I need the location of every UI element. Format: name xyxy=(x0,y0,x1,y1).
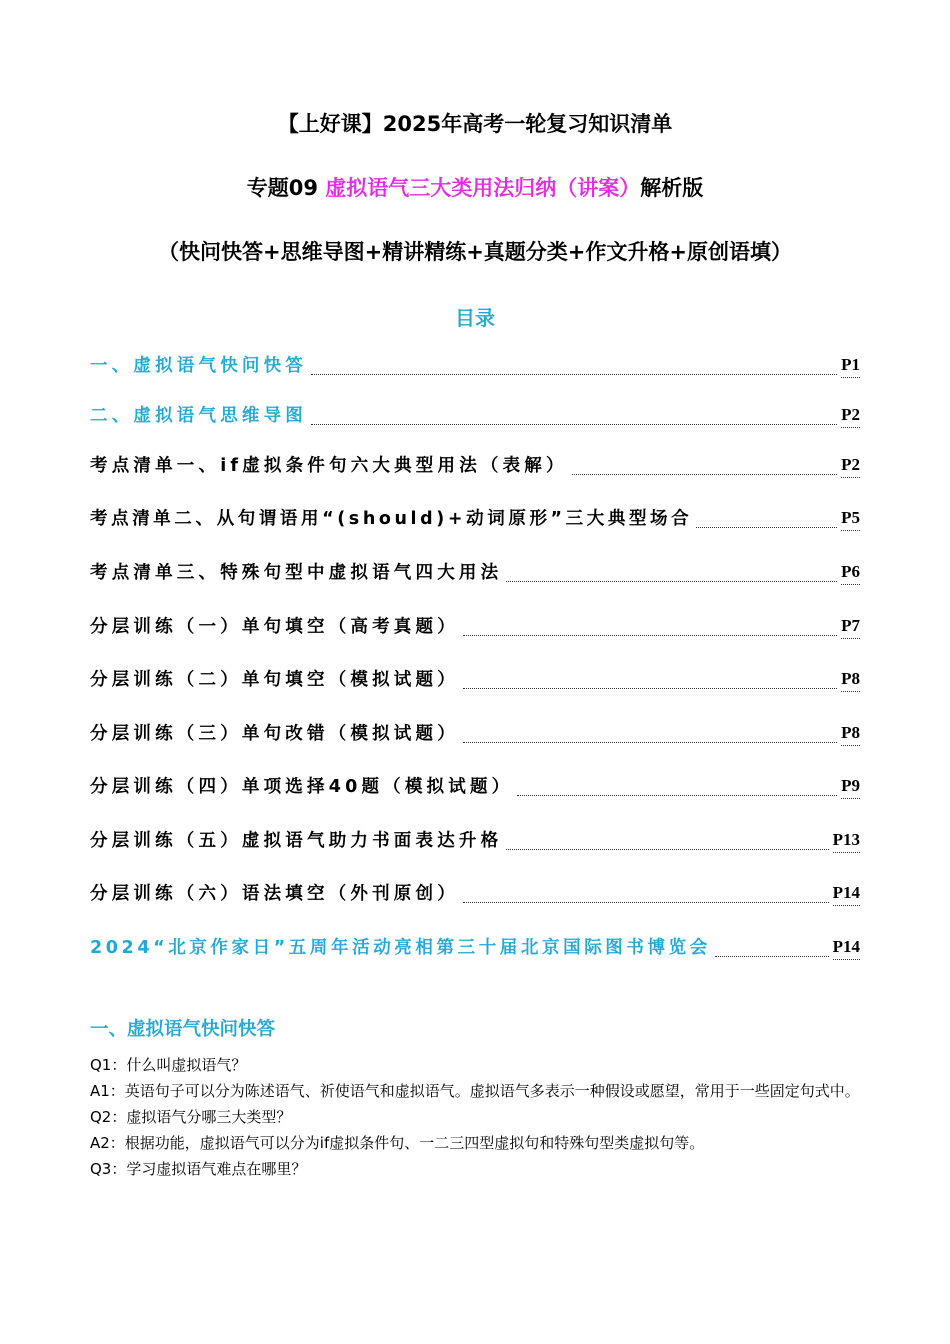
toc-entry-label: 分层训练（五）虚拟语气助力书面表达升格 xyxy=(90,831,503,851)
toc-entry[interactable] xyxy=(90,827,860,853)
toc-entry[interactable] xyxy=(90,720,860,746)
toc-leader-dots xyxy=(463,634,837,636)
toc-entry-page: P7 xyxy=(841,614,860,639)
toc-entry[interactable] xyxy=(90,402,860,428)
toc-leader-dots xyxy=(506,580,837,582)
toc-leader-dots xyxy=(715,955,829,957)
toc-entry-label: 二、虚拟语气思维导图 xyxy=(90,406,307,426)
toc-title: 目录 xyxy=(455,306,495,330)
toc-entry-label: 考点清单一、if虚拟条件句六大典型用法（表解） xyxy=(90,456,568,476)
section-heading: 一、虚拟语气快问快答 xyxy=(90,1019,276,1040)
toc-leader-dots xyxy=(311,373,837,375)
toc-entry-label: 一、虚拟语气快问快答 xyxy=(90,356,307,376)
toc-entry-page: P5 xyxy=(841,506,860,531)
toc-entry-page: P9 xyxy=(841,774,860,799)
qa-item: A2：根据功能，虚拟语气可以分为if虚拟条件句、一二三四型虚拟句和特殊句型类虚拟句等。 xyxy=(90,1134,705,1152)
toc-entry[interactable] xyxy=(90,934,860,960)
toc-entry-label: 考点清单三、特殊句型中虚拟语气四大用法 xyxy=(90,563,503,583)
toc-entry[interactable] xyxy=(90,505,860,531)
toc-entry-label: 分层训练（一）单句填空（高考真题） xyxy=(90,617,459,637)
document-title: 【上好课】2025年高考一轮复习知识清单 xyxy=(277,112,673,136)
subtitle-suffix: 解析版 xyxy=(640,176,704,200)
toc-entry[interactable] xyxy=(90,666,860,692)
toc-leader-dots xyxy=(517,794,837,796)
toc-entry-page: P6 xyxy=(841,560,860,585)
toc-entry-label: 2024“北京作家日”五周年活动亮相第三十届北京国际图书博览会 xyxy=(90,938,711,958)
toc-leader-dots xyxy=(506,848,828,850)
toc-entry[interactable] xyxy=(90,773,860,799)
toc-leader-dots xyxy=(463,687,837,689)
document-subtitle xyxy=(0,172,950,202)
toc-leader-dots xyxy=(463,901,829,903)
qa-item: A1：英语句子可以分为陈述语气、祈使语气和虚拟语气。虚拟语气多表示一种假设或愿望，常用于一些固定句式中。 xyxy=(90,1082,860,1100)
toc-entry-page: P2 xyxy=(841,403,860,428)
toc-leader-dots xyxy=(311,423,837,425)
toc-entry-page: P14 xyxy=(833,935,860,960)
toc-leader-dots xyxy=(572,473,837,475)
subtitle-prefix: 专题09 xyxy=(246,176,326,200)
toc-entry-label: 考点清单二、从句谓语用“(should)+动词原形”三大典型场合 xyxy=(90,509,693,529)
qa-list xyxy=(90,1052,860,1182)
toc-entry-label: 分层训练（三）单句改错（模拟试题） xyxy=(90,724,459,744)
toc-entry-page: P8 xyxy=(841,721,860,746)
toc-entry-page: P1 xyxy=(841,353,860,378)
qa-item: Q3：学习虚拟语气难点在哪里？ xyxy=(90,1160,307,1178)
subtitle-highlight: 虚拟语气三大类用法归纳（讲案） xyxy=(325,176,641,200)
toc-entry-page: P8 xyxy=(841,667,860,692)
toc-entry[interactable] xyxy=(90,613,860,639)
toc-entry[interactable] xyxy=(90,880,860,906)
toc-entry[interactable] xyxy=(90,352,860,378)
qa-item: Q1：什么叫虚拟语气？ xyxy=(90,1056,247,1074)
toc-leader-dots xyxy=(463,741,837,743)
toc-entry[interactable] xyxy=(90,452,860,478)
toc-leader-dots xyxy=(696,526,837,528)
toc-entry-label: 分层训练（六）语法填空（外刊原创） xyxy=(90,884,459,904)
toc-entry-page: P13 xyxy=(833,828,860,853)
toc-entry-label: 分层训练（四）单项选择40题（模拟试题） xyxy=(90,777,514,797)
toc-entry[interactable] xyxy=(90,559,860,585)
toc-entry-page: P14 xyxy=(833,881,860,906)
toc-entry-page: P2 xyxy=(841,453,860,478)
qa-item: Q2：虚拟语气分哪三大类型？ xyxy=(90,1108,292,1126)
toc-entry-label: 分层训练（二）单句填空（模拟试题） xyxy=(90,670,459,690)
document-tagline: （快问快答+思维导图+精讲精练+真题分类+作文升格+原创语填） xyxy=(158,240,792,264)
